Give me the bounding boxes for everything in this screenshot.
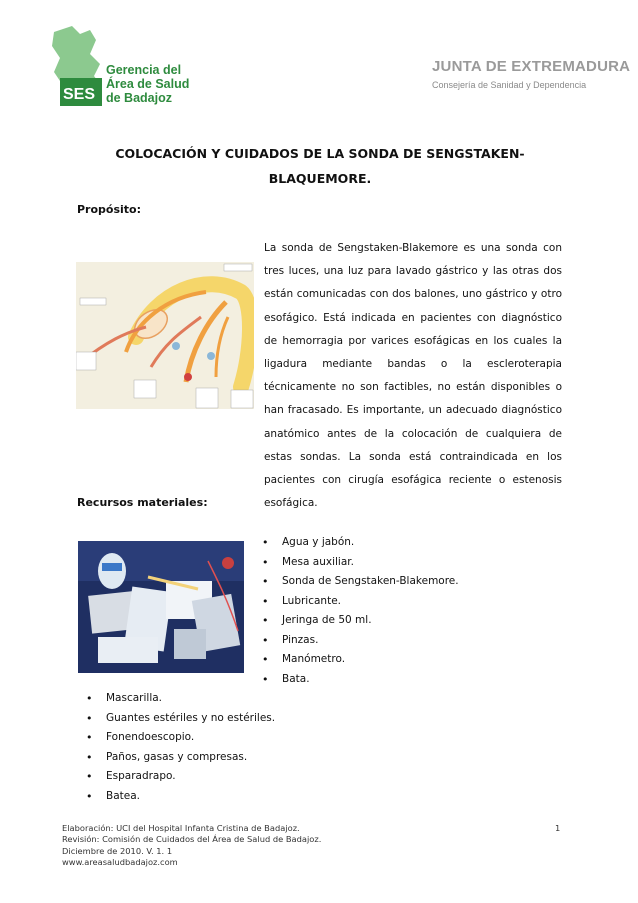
junta-title: JUNTA DE EXTREMADURA (432, 58, 631, 75)
logo-abbrev: SES (63, 86, 96, 103)
list-item: • Fonendoescopio. (86, 728, 275, 748)
list-item: • Guantes estériles y no estériles. (86, 709, 275, 729)
list-item: • Mascarilla. (86, 689, 275, 709)
list-item: • Jeringa de 50 ml. (262, 611, 459, 631)
footer-line: Elaboración: UCI del Hospital Infanta Cristina de Badajoz. (62, 823, 300, 833)
footer (62, 823, 321, 868)
list-item: • Esparadrapo. (86, 767, 275, 787)
proposito-text: La sonda de Sengstaken-Blakemore es una sonda con tres luces, una luz para lavado gástrico y las otras dos están comunicadas con dos balones, uno gástrico y otro esofágico. Está indicada en pacientes con diagnóstico de hemorragia por varices esofágicas en los cuales la ligadura mediante bandas o la escleroterapia técnicamente no son factibles, no están disponibles o han fracasado. Es importante, un adecuado diagnóstico anatómico antes de la colocación de cualquiera de estas sondas. La sonda está contraindicada en los pacientes con cirugía esofágica reciente o estenosis esofágica. (264, 242, 562, 510)
recursos-heading: Recursos materiales: (77, 496, 208, 509)
footer-line: Revisión: Comisión de Cuidados del Área de Salud de Badajoz. (62, 834, 322, 845)
logo-text-line: Gerencia del (106, 63, 182, 77)
proposito-heading: Propósito: (77, 203, 142, 216)
list-item: • Agua y jabón. (262, 533, 459, 553)
list-item: • Pinzas. (262, 631, 459, 651)
materials-photo (78, 541, 244, 673)
list-item: • Mesa auxiliar. (262, 553, 459, 573)
list-item: • Manómetro. (262, 650, 459, 670)
materials-list-right (262, 533, 459, 689)
page-title (90, 141, 550, 191)
logo-text (106, 63, 189, 105)
page-number: 1 (555, 823, 561, 833)
list-item: • Bata. (262, 670, 459, 690)
list-item: • Batea. (86, 787, 275, 807)
logo-text-line: Área de Salud (106, 77, 190, 91)
list-item: • Lubricante. (262, 592, 459, 612)
list-item: • Paños, gasas y compresas. (86, 748, 275, 768)
page-title-line: BLAQUEMORE. (268, 171, 372, 186)
footer-line: Diciembre de 2010. V. 1. 1 (62, 845, 173, 856)
list-item: • Sonda de Sengstaken-Blakemore. (262, 572, 459, 592)
sonda-diagram-image (76, 262, 254, 409)
footer-line: www.areasaludbadajoz.com (62, 856, 178, 867)
page-title-line: COLOCACIÓN Y CUIDADOS DE LA SONDA DE SENGSTAKEN- (115, 146, 525, 161)
junta-subtitle: Consejería de Sanidad y Dependencia (432, 80, 587, 90)
logo-text-line: de Badajoz (106, 91, 172, 105)
materials-list-left (86, 689, 275, 806)
